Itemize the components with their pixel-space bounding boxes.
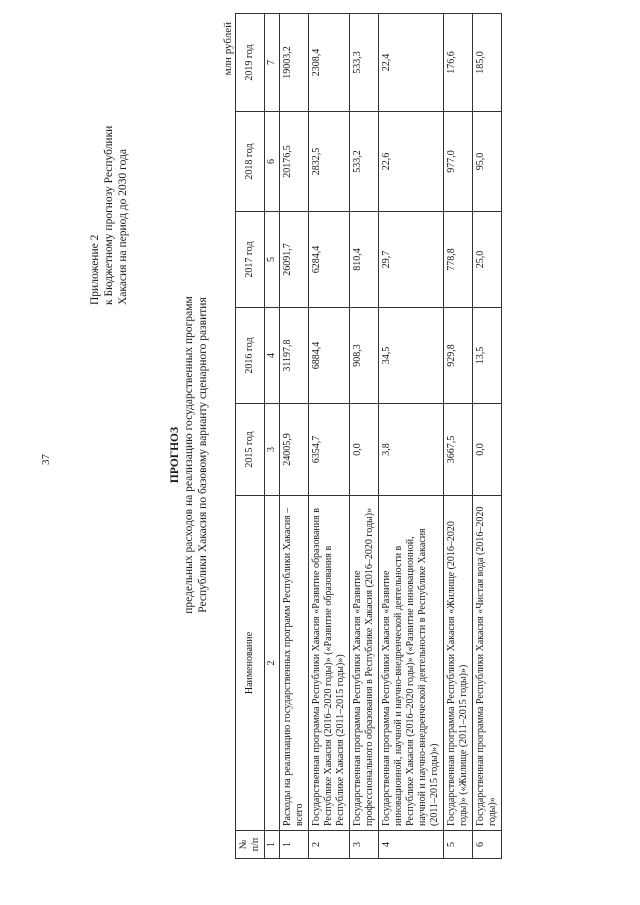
table-index-row xyxy=(265,14,280,859)
table-row xyxy=(350,14,379,859)
value-2016: 31197,8 xyxy=(280,308,309,404)
table-row xyxy=(444,14,473,859)
row-number: 2 xyxy=(309,831,350,859)
header-cell: 2018 год xyxy=(236,112,265,212)
header-cell: Наименование xyxy=(236,496,265,831)
value-2017: 26091,7 xyxy=(280,212,309,308)
header-cell: 2017 год xyxy=(236,212,265,308)
index-cell: 3 xyxy=(265,404,280,496)
row-number: 1 xyxy=(280,831,309,859)
value-2017: 810,4 xyxy=(350,212,379,308)
value-2018: 533,2 xyxy=(350,112,379,212)
value-2018: 977,0 xyxy=(444,112,473,212)
appendix-line-3: Хакасия на период до 2030 года xyxy=(117,149,129,305)
index-cell: 7 xyxy=(265,14,280,112)
document-title xyxy=(168,105,210,805)
header-cell: 2019 год xyxy=(236,14,265,112)
row-name: Государственная программа Республики Хакасия «Жилище (2016–2020 годы)» («Жилище (2011–2015 годы)») xyxy=(444,496,473,831)
value-2016: 13,5 xyxy=(473,308,502,404)
title-line-3: Республики Хакасия по базовому варианту сценарного развития xyxy=(197,297,209,613)
value-2016: 34,5 xyxy=(379,308,444,404)
appendix-line-2: к Бюджетному прогнозу Республики xyxy=(103,125,115,305)
forecast-table xyxy=(235,13,502,859)
row-name: Расходы на реализацию государственных программ Республики Хакасия – всего xyxy=(280,496,309,831)
value-2019: 533,3 xyxy=(350,14,379,112)
value-2019: 185,0 xyxy=(473,14,502,112)
row-number: 3 xyxy=(350,831,379,859)
title-line-1: ПРОГНОЗ xyxy=(169,426,181,484)
row-name: Государственная программа Республики Хакасия «Развитие профессионального образования в Республике Хакасия (2016–2020 годы)» xyxy=(350,496,379,831)
value-2019: 19003,2 xyxy=(280,14,309,112)
value-2016: 908,3 xyxy=(350,308,379,404)
row-number: 6 xyxy=(473,831,502,859)
value-2017: 25,0 xyxy=(473,212,502,308)
value-2018: 2832,5 xyxy=(309,112,350,212)
value-2017: 29,7 xyxy=(379,212,444,308)
row-name: Государственная программа Республики Хакасия «Развитие инновационной, научной и научно-внедренческой деятельности в Республике Хакасия (2016–2020 годы)» («Развитие инновационной, научной и научно-внедренческой деятельности в Республике Хакасия (2011–2015 годы)») xyxy=(379,496,444,831)
value-2015: 3,8 xyxy=(379,404,444,496)
page-number: 37 xyxy=(40,454,52,465)
table-row xyxy=(473,14,502,859)
appendix-note xyxy=(88,126,130,305)
index-cell: 2 xyxy=(265,496,280,831)
table-row xyxy=(280,14,309,859)
title-line-2: предельных расходов на реализацию государственных программ xyxy=(183,296,195,614)
index-cell: 4 xyxy=(265,308,280,404)
value-2019: 176,6 xyxy=(444,14,473,112)
row-number: 5 xyxy=(444,831,473,859)
header-cell: 2015 год xyxy=(236,404,265,496)
index-cell: 1 xyxy=(265,831,280,859)
table-row xyxy=(309,14,350,859)
appendix-line-1: Приложение 2 xyxy=(89,234,101,305)
header-cell: 2016 год xyxy=(236,308,265,404)
value-2015: 3667,5 xyxy=(444,404,473,496)
header-cell: № п/п xyxy=(236,831,265,859)
value-2015: 0,0 xyxy=(350,404,379,496)
value-2016: 929,8 xyxy=(444,308,473,404)
value-2016: 6884,4 xyxy=(309,308,350,404)
value-2015: 24005,9 xyxy=(280,404,309,496)
value-2015: 0,0 xyxy=(473,404,502,496)
value-2018: 22,6 xyxy=(379,112,444,212)
value-2018: 20176,5 xyxy=(280,112,309,212)
row-name: Государственная программа Республики Хакасия «Чистая вода (2016–2020 годы)» xyxy=(473,496,502,831)
value-2015: 6354,7 xyxy=(309,404,350,496)
row-name: Государственная программа Республики Хакасия «Развитие образования в Республике Хакасия (2016–2020 годы)» («Развитие образования в Республике Хакасия (2011–2015 годы)») xyxy=(309,496,350,831)
table-header-row xyxy=(236,14,265,859)
index-cell: 6 xyxy=(265,112,280,212)
value-2017: 778,8 xyxy=(444,212,473,308)
value-2019: 22,4 xyxy=(379,14,444,112)
row-number: 4 xyxy=(379,831,444,859)
value-2019: 2308,4 xyxy=(309,14,350,112)
units-label: млн рублей xyxy=(222,22,234,76)
table-row xyxy=(379,14,444,859)
value-2018: 95,0 xyxy=(473,112,502,212)
value-2017: 6284,4 xyxy=(309,212,350,308)
index-cell: 5 xyxy=(265,212,280,308)
